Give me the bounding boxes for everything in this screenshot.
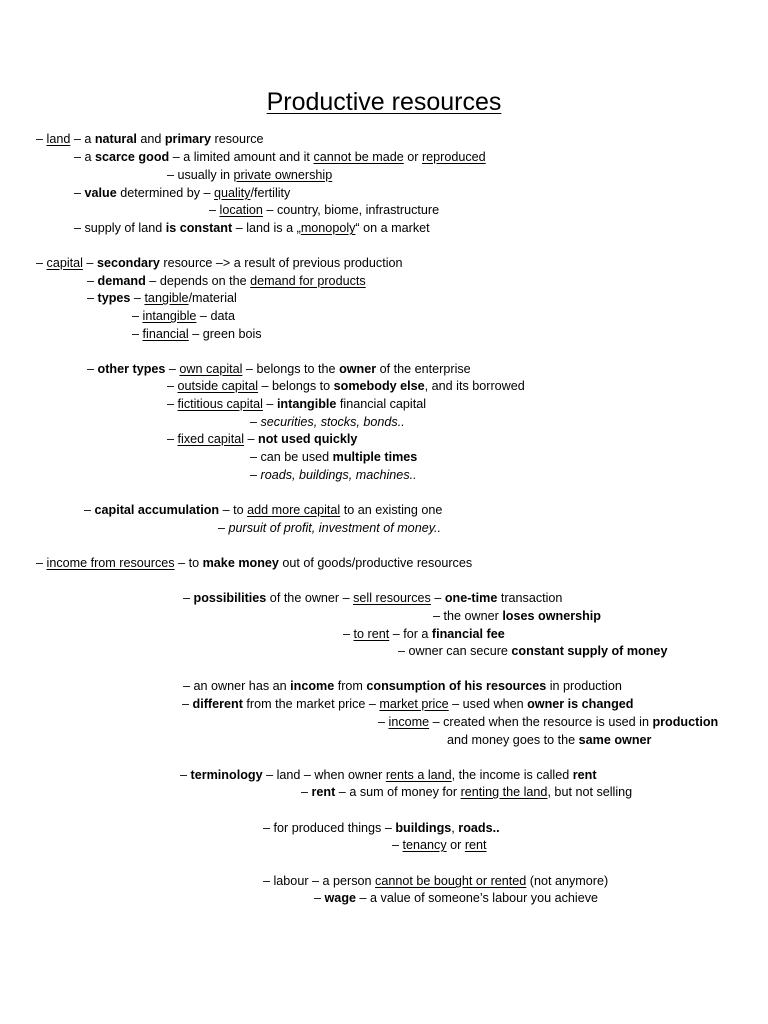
note-text: – xyxy=(343,627,354,641)
note-text: – xyxy=(87,291,98,305)
note-text: , and its borrowed xyxy=(424,379,525,393)
note-text: – for produced things – xyxy=(263,821,396,835)
note-line xyxy=(250,467,417,483)
bold-term: capital accumulation xyxy=(94,503,220,517)
bold-term: intangible xyxy=(276,397,337,411)
note-line xyxy=(74,220,430,236)
underlined-term: add more capital xyxy=(247,503,341,517)
note-text: – xyxy=(87,362,98,376)
underlined-term: quality xyxy=(214,186,251,200)
underlined-term: reproduced xyxy=(421,150,486,164)
underlined-term: financial xyxy=(142,327,189,341)
note-line xyxy=(36,131,264,147)
bold-term: financial fee xyxy=(431,627,505,641)
note-text: – xyxy=(301,785,312,799)
note-text: – xyxy=(132,309,143,323)
note-line xyxy=(250,414,405,430)
note-line xyxy=(398,643,667,659)
note-text: – xyxy=(167,379,178,393)
note-text: – xyxy=(209,203,220,217)
bold-term: is constant xyxy=(165,221,233,235)
note-text: and xyxy=(136,132,165,146)
note-text: – a limited amount and it xyxy=(169,150,314,164)
bold-term: roads.. xyxy=(458,821,500,835)
underlined-term: market price xyxy=(379,697,449,711)
note-text: – land – when owner xyxy=(262,768,386,782)
bold-term: scarce good xyxy=(95,150,170,164)
underlined-term: renting the land xyxy=(460,785,548,799)
note-text: – supply of land xyxy=(74,221,166,235)
bold-term: multiple times xyxy=(332,450,418,464)
bold-term: demand xyxy=(97,274,146,288)
underlined-term: sell resources xyxy=(353,591,431,605)
note-text: – xyxy=(36,556,47,570)
underlined-term: rents a land xyxy=(385,768,452,782)
underlined-term: cannot be made xyxy=(313,150,404,164)
bold-term: different xyxy=(192,697,243,711)
note-text: – land is a „ xyxy=(232,221,301,235)
note-line xyxy=(167,396,426,412)
underlined-term: fictitious capital xyxy=(177,397,263,411)
bold-term: same owner xyxy=(578,733,652,747)
bold-term: not used quickly xyxy=(258,432,358,446)
note-line xyxy=(36,255,403,271)
note-text: – a sum of money for xyxy=(335,785,461,799)
note-text: – xyxy=(130,291,145,305)
bold-term: types xyxy=(97,291,131,305)
note-line xyxy=(209,202,439,218)
note-line xyxy=(183,590,562,606)
note-text: determined by – xyxy=(116,186,215,200)
note-text: in production xyxy=(546,679,622,693)
bold-term: production xyxy=(652,715,719,729)
note-text: – a xyxy=(70,132,95,146)
underlined-term: monopoly xyxy=(300,221,356,235)
underlined-term: outside capital xyxy=(177,379,259,393)
bold-term: owner is changed xyxy=(527,697,634,711)
underlined-term: own capital xyxy=(179,362,243,376)
note-text: , xyxy=(451,821,459,835)
note-text: – belongs to the xyxy=(242,362,340,376)
note-text: – xyxy=(167,432,178,446)
note-line xyxy=(314,890,598,906)
note-text: – xyxy=(87,274,98,288)
note-line xyxy=(183,678,622,694)
bold-term: income xyxy=(290,679,335,693)
bold-term: make money xyxy=(202,556,279,570)
note-line xyxy=(132,308,235,324)
underlined-term: location xyxy=(219,203,263,217)
note-text: of the enterprise xyxy=(376,362,471,376)
bold-term: secondary xyxy=(96,256,160,270)
note-text: – belongs to xyxy=(258,379,334,393)
note-line xyxy=(167,167,332,183)
bold-term: terminology xyxy=(190,768,263,782)
bold-term: loses ownership xyxy=(502,609,601,623)
note-line xyxy=(74,185,290,201)
note-text: – data xyxy=(196,309,235,323)
note-text: – xyxy=(244,432,259,446)
note-text: from xyxy=(334,679,367,693)
note-text: – the owner xyxy=(433,609,503,623)
underlined-term: cannot be bought or rented xyxy=(375,874,527,888)
note-text: /material xyxy=(188,291,237,305)
bold-term: rent xyxy=(572,768,597,782)
bold-term: rent xyxy=(311,785,336,799)
underlined-term: income xyxy=(388,715,430,729)
note-text: from the market price – xyxy=(242,697,380,711)
note-text: – depends on the xyxy=(145,274,251,288)
note-text: (not anymore) xyxy=(526,874,609,888)
note-line xyxy=(87,273,366,289)
note-text: – xyxy=(74,186,85,200)
note-text: – can be used xyxy=(250,450,333,464)
bold-term: consumption of his resources xyxy=(366,679,547,693)
note-text: – green bois xyxy=(188,327,262,341)
note-text: – to xyxy=(219,503,248,517)
note-text: – xyxy=(183,591,194,605)
note-line xyxy=(167,431,357,447)
note-text: and money goes to the xyxy=(447,733,579,747)
bold-term: possibilities xyxy=(193,591,267,605)
note-line xyxy=(87,290,237,306)
note-text: – xyxy=(167,397,178,411)
note-text: of the owner – xyxy=(266,591,354,605)
underlined-term: rent xyxy=(464,838,487,852)
bold-term: somebody else xyxy=(333,379,425,393)
note-line xyxy=(87,361,471,377)
note-line xyxy=(36,555,472,571)
note-text: “ on a market xyxy=(355,221,430,235)
note-text: – owner can secure xyxy=(398,644,512,658)
note-text: – xyxy=(430,591,445,605)
bold-term: natural xyxy=(94,132,137,146)
underlined-term: private ownership xyxy=(233,168,333,182)
note-text: out of goods/productive resources xyxy=(278,556,473,570)
bold-term: owner xyxy=(339,362,377,376)
note-line xyxy=(447,732,651,748)
note-text: /fertility xyxy=(250,186,291,200)
note-line xyxy=(74,149,486,165)
note-text: – xyxy=(392,838,403,852)
note-text: – xyxy=(36,132,47,146)
bold-term: one-time xyxy=(444,591,498,605)
note-text: , the income is called xyxy=(451,768,573,782)
note-text: resource –> a result of previous production xyxy=(159,256,403,270)
document-title xyxy=(0,86,768,118)
bold-term: primary xyxy=(164,132,212,146)
bold-term: value xyxy=(84,186,117,200)
note-line xyxy=(301,784,632,800)
note-text: – to xyxy=(174,556,203,570)
note-text: – created when the resource is used in xyxy=(429,715,653,729)
underlined-term: to rent xyxy=(353,627,390,641)
note-line xyxy=(182,696,633,712)
underlined-term: demand for products xyxy=(250,274,366,288)
note-text: – an owner has an xyxy=(183,679,291,693)
bold-term: buildings xyxy=(395,821,452,835)
bold-term: constant supply of money xyxy=(511,644,668,658)
italic-text: – roads, buildings, machines.. xyxy=(250,468,417,482)
note-text: – xyxy=(165,362,180,376)
note-line xyxy=(263,873,608,889)
note-text: – xyxy=(314,891,325,905)
note-line xyxy=(250,449,417,465)
note-line xyxy=(378,714,718,730)
note-text: , but not selling xyxy=(547,785,633,799)
note-line xyxy=(392,837,487,853)
italic-text: – pursuit of profit, investment of money.. xyxy=(218,521,442,535)
note-text: – country, biome, infrastructure xyxy=(262,203,440,217)
note-line xyxy=(167,378,525,394)
italic-text: – securities, stocks, bonds.. xyxy=(250,415,405,429)
note-text: – xyxy=(180,768,191,782)
note-text: – xyxy=(378,715,389,729)
underlined-term: income from resources xyxy=(46,556,175,570)
document-title-text: Productive resources xyxy=(266,88,502,116)
bold-term: other types xyxy=(97,362,166,376)
note-text: – xyxy=(182,697,193,711)
note-line xyxy=(343,626,505,642)
underlined-term: tenancy xyxy=(402,838,447,852)
note-line xyxy=(433,608,601,624)
underlined-term: fixed capital xyxy=(177,432,245,446)
note-text: – used when xyxy=(448,697,528,711)
note-text: transaction xyxy=(497,591,563,605)
underlined-term: land xyxy=(46,132,71,146)
note-text: – a value of someone’s labour you achieve xyxy=(356,891,599,905)
note-text: or xyxy=(403,150,422,164)
note-text: – a xyxy=(74,150,96,164)
note-line xyxy=(180,767,597,783)
note-text: financial capital xyxy=(336,397,427,411)
note-text: to an existing one xyxy=(340,503,443,517)
note-text: – for a xyxy=(389,627,432,641)
note-text: – usually in xyxy=(167,168,234,182)
note-line xyxy=(263,820,500,836)
note-text: – xyxy=(36,256,47,270)
note-line xyxy=(132,326,262,342)
note-text: or xyxy=(446,838,465,852)
note-text: – xyxy=(262,397,277,411)
underlined-term: tangible xyxy=(144,291,189,305)
underlined-term: intangible xyxy=(142,309,197,323)
note-text: – xyxy=(84,503,95,517)
note-text: – xyxy=(132,327,143,341)
note-line xyxy=(218,520,441,536)
note-text: – labour – a person xyxy=(263,874,376,888)
note-text: – xyxy=(82,256,97,270)
underlined-term: capital xyxy=(46,256,83,270)
note-text: resource xyxy=(211,132,264,146)
note-line xyxy=(84,502,442,518)
bold-term: wage xyxy=(324,891,357,905)
